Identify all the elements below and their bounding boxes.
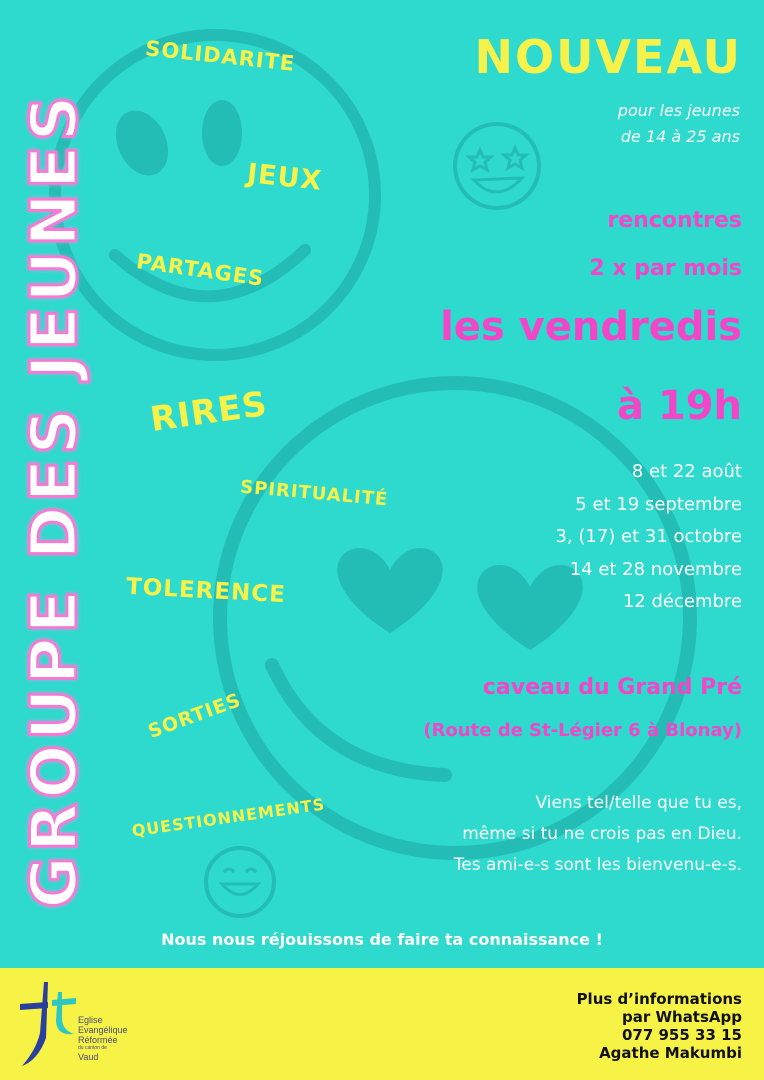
contact-name: Agathe Makumbi — [599, 1044, 742, 1062]
contact-phone[interactable]: 077 955 33 15 — [621, 1026, 742, 1044]
keyword-spiritualite: SPIRITUALITÉ — [239, 476, 390, 511]
keyword-rires: RIRES — [147, 384, 270, 440]
keyword-questionnements: QUESTIONNEMENTS — [130, 794, 327, 841]
contact-info — [577, 990, 742, 1062]
contact-line: Plus d’informations — [576, 990, 742, 1008]
grinning-emoji-icon — [206, 848, 274, 916]
logo-line: Eglise — [78, 1015, 103, 1025]
keyword-solidarite: SOLIDARITE — [144, 36, 297, 76]
date-list — [555, 456, 742, 619]
headline: NOUVEAU — [474, 30, 742, 84]
welcome-text — [454, 788, 742, 881]
star-eyes-emoji-icon — [455, 124, 539, 208]
smiley-face-icon-eyes — [106, 100, 242, 184]
logo-line: Vaud — [78, 1052, 99, 1062]
age-line-1: pour les jeunes — [617, 101, 740, 120]
meeting-day: les vendredis — [440, 304, 742, 350]
welcome-line: Tes ami-e-s sont les bienvenu-e-s. — [453, 855, 742, 875]
keyword-jeux: JEUX — [245, 158, 324, 197]
welcome-line: même si tu ne crois pas en Dieu. — [462, 824, 742, 844]
welcome-line: Viens tel/telle que tu es, — [535, 793, 742, 813]
logo-line: du canton de — [78, 1045, 107, 1051]
age-range — [618, 98, 740, 150]
keyword-tolerence: TOLERENCE — [125, 573, 287, 609]
venue-name: caveau du Grand Pré — [482, 675, 742, 700]
date-item: 8 et 22 août — [631, 461, 742, 482]
logo-text — [78, 1015, 128, 1062]
date-item: 12 décembre — [622, 591, 742, 612]
keyword-partages: PARTAGES — [134, 249, 266, 291]
date-item: 5 et 19 septembre — [575, 493, 742, 515]
date-item: 3, (17) et 31 octobre — [555, 526, 742, 547]
meet-line-2: 2 x par mois — [589, 256, 742, 281]
meeting-time: à 19h — [616, 383, 742, 429]
ere-vaud-cross-logo — [18, 978, 76, 1072]
date-item: 14 et 28 novembre — [569, 558, 742, 580]
logo-line: Réformée — [78, 1035, 118, 1045]
contact-line: par WhatsApp — [621, 1008, 742, 1026]
venue-address: (Route de St-Légier 6 à Blonay) — [423, 720, 742, 741]
age-line-2: de 14 à 25 ans — [620, 127, 740, 146]
keyword-sorties: SORTIES — [145, 689, 245, 743]
logo-line: Evangélique — [78, 1025, 128, 1035]
side-title: GROUPE DES JEUNES — [18, 91, 92, 909]
closing-message: Nous nous réjouissons de faire ta connaissance ! — [161, 930, 603, 949]
meet-line-1: rencontres — [607, 208, 742, 233]
smiley-face-icon — [55, 35, 375, 355]
